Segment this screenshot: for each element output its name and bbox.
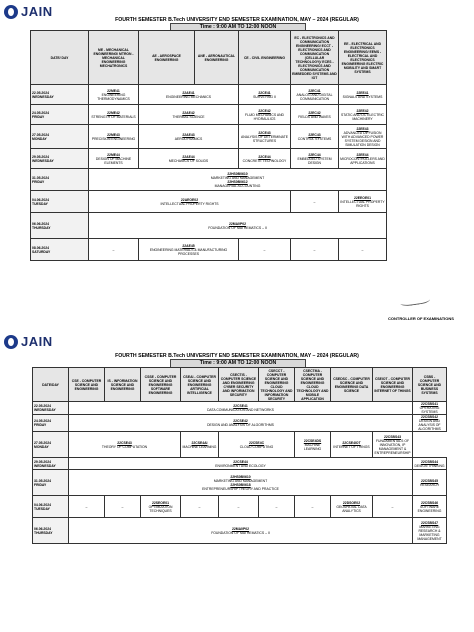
exam-date: 06.06.2024 <box>34 526 51 531</box>
subject-name: AERODYNAMICS <box>174 136 203 141</box>
table-row <box>33 518 447 544</box>
subject-code: 22EE43 <box>356 126 369 131</box>
exam-date: 06.06.2024 <box>32 221 49 226</box>
column-header: CSEIOT - COMPUTER SCIENCE AND ENGINEERING INTERNET OF THINGS <box>373 368 413 402</box>
table-row <box>31 191 387 213</box>
subject-cell: – <box>105 496 141 518</box>
subject-code: 22CSE4AI <box>191 440 208 445</box>
exam-date: 31.05.2024 <box>34 478 51 483</box>
table-row <box>33 496 447 518</box>
subject-cell <box>139 125 239 149</box>
subject-code: 22MA0P02 <box>229 221 246 226</box>
exam-date: 04.06.2024 <box>32 197 49 202</box>
subject-code: 22HS0B0612 <box>227 179 248 184</box>
subject-code: 22CE43 <box>258 130 271 135</box>
table-row <box>31 85 387 105</box>
subject-name: GEOSPATIAL DATA ANALYTICS <box>336 504 367 513</box>
subject-name: ENTREPRENEURSHIP THEORY AND PRACTICE <box>202 486 279 491</box>
subject-code: 22EEOE01 <box>354 195 371 200</box>
subject-name: ANALOG AND DIGITAL COMMUNICATION <box>296 92 333 101</box>
column-header: AE - AEROSPACE ENGINEERING <box>139 31 195 85</box>
controller-signature: CONTROLLER OF EXAMINATIONS <box>388 316 454 321</box>
column-header: CE - CIVIL ENGINEERING <box>239 31 291 85</box>
table-row <box>33 432 447 458</box>
subject-cell <box>373 432 413 458</box>
date-cell <box>31 169 89 191</box>
subject-name: MACHINE LEARNING <box>303 442 322 451</box>
subject-cell <box>339 191 387 213</box>
subject-code: 22SEOE01 <box>152 500 169 505</box>
exam-day: WEDNESDAY <box>32 94 54 99</box>
subject-name: RESEARCH <box>420 482 439 487</box>
subject-cell: – <box>295 496 331 518</box>
subject-name: MARKETING RESEARCH & MARKETING MANAGEMENT <box>417 524 442 541</box>
exam-day: THURSDAY <box>32 225 51 230</box>
subject-name: CLOUD COMPUTING <box>239 444 274 449</box>
table-row <box>31 239 387 261</box>
timetable-table-2 <box>32 367 447 544</box>
subject-name: MARKETING AND MANAGEMENT <box>213 478 268 483</box>
subject-name: SURVEYING II <box>253 94 276 99</box>
subject-name: DATA COMMUNICATION AND NETWORKS <box>207 408 274 412</box>
date-cell <box>33 470 69 496</box>
column-header: CSE - COMPUTER SCIENCE AND ENGINEERING <box>69 368 105 402</box>
subject-cell <box>413 496 447 518</box>
subject-code: 22EE41 <box>356 90 369 95</box>
subject-code: 22ME41 <box>107 88 120 93</box>
subject-code: 22DSOE02 <box>342 500 361 505</box>
table-row <box>31 213 387 239</box>
jain-logo-icon <box>4 335 18 349</box>
subject-code: 22CSE4IOT <box>342 440 361 445</box>
subject-name: MARKETING AND MANAGEMENT <box>210 175 265 180</box>
table-row <box>33 415 447 432</box>
subject-code: 22CSE41 <box>233 404 248 408</box>
subject-name: ENGINEERING MATERIALS & MANUFACTURING PROCESSES <box>149 247 228 256</box>
date-cell <box>33 415 69 432</box>
subject-cell <box>413 458 447 470</box>
subject-cell <box>139 85 239 105</box>
subject-code: 22CSBS45 <box>421 478 438 483</box>
subject-code: 22HS0B0610 <box>227 171 248 176</box>
subject-cell <box>239 125 291 149</box>
subject-cell <box>89 85 139 105</box>
subject-code: 22EE44 <box>356 152 369 157</box>
subject-name: MACHINE LEARNING <box>182 444 217 449</box>
date-cell <box>31 213 89 239</box>
date-cell <box>31 85 89 105</box>
subject-code: 22ME43 <box>107 132 120 137</box>
table-row <box>33 458 447 470</box>
exam-time: Time : 9:00 AM TO 12:00 NOON <box>170 359 306 368</box>
exam-day: FRIDAY <box>32 114 45 119</box>
date-cell <box>31 239 89 261</box>
exam-date: 29.05.2024 <box>32 154 49 159</box>
subject-name: THERMAL SCIENCE <box>172 114 205 119</box>
subject-cell <box>89 191 291 213</box>
subject-cell <box>139 239 239 261</box>
subject-name: FOUNDATION OF MATHEMATICS – II <box>208 225 267 230</box>
subject-code: 22ME44 <box>107 152 120 157</box>
column-header: CSSE - COMPUTER SCIENCE AND ENGINEERING SOFTWARE ENGINEERING <box>141 368 181 402</box>
subject-cell <box>295 432 331 458</box>
exam-date: 04.06.2024 <box>34 502 51 507</box>
jain-logo <box>4 334 53 349</box>
exam-date: 24.05.2024 <box>32 110 49 115</box>
subject-code: 22HS0B0618 <box>230 482 251 487</box>
column-header: CSBS - COMPUTER SCIENCE AND BUSINESS SYSTEMS <box>413 368 447 402</box>
subject-cell <box>331 432 373 458</box>
date-cell <box>31 105 89 125</box>
column-header: CSECTIS - COMPUTER SCIENCE AND ENGINEERING CYBER SECURITY AND INFORMATION SECURITY <box>219 368 259 402</box>
subject-name: FUNDAMENTALS OF INNOVATION, IP MANAGEMENT & ENTREPRENEURSHIP <box>374 438 411 455</box>
exam-day: WEDNESDAY <box>34 463 56 468</box>
date-cell <box>33 518 69 544</box>
exam-date: 31.05.2024 <box>32 175 49 180</box>
subject-name: MANAGERIAL ACCOUNTING <box>214 183 261 188</box>
subject-code: 22AE43 <box>182 132 195 137</box>
subject-cell <box>139 149 239 169</box>
subject-cell <box>413 470 447 496</box>
subject-cell <box>291 149 339 169</box>
table-row <box>31 125 387 149</box>
subject-code: 22CSBS46 <box>421 500 438 505</box>
subject-name: INTELLECTUAL PROPERTY RIGHTS <box>340 199 385 208</box>
subject-cell <box>239 105 291 125</box>
subject-code: 22CSE4DS <box>303 438 322 443</box>
subject-cell <box>69 415 413 432</box>
subject-name: PRECISION ENGINEERING <box>91 136 136 141</box>
subject-cell: – <box>89 239 139 261</box>
subject-cell <box>339 149 387 169</box>
subject-code: 22AE44 <box>182 154 195 159</box>
table-row <box>31 169 387 191</box>
subject-code: 22CSBS41 <box>421 402 438 406</box>
subject-cell <box>339 105 387 125</box>
subject-name: FLUID MECHANICS AND HYDRAULICS <box>245 112 284 121</box>
subject-cell <box>291 105 339 125</box>
subject-code: 22CSE44 <box>233 459 248 464</box>
subject-code: 22CSBS44 <box>421 459 438 464</box>
subject-code: 22AE42 <box>182 110 195 115</box>
date-cell <box>33 402 69 415</box>
subject-name: ENGINEERING THERMODYNAMICS <box>97 92 130 101</box>
subject-cell <box>69 402 413 415</box>
column-header: DATE/ DAY <box>31 31 89 85</box>
subject-code: 22CSE4C <box>248 440 265 445</box>
subject-code: 22MA0P02 <box>232 526 249 531</box>
subject-cell <box>89 149 139 169</box>
date-cell <box>31 191 89 213</box>
subject-cell: – <box>373 496 413 518</box>
subject-code: 22EC43 <box>308 132 321 137</box>
subject-name: MICROCONTROLLERS AND APPLICATIONS <box>340 156 385 165</box>
subject-code: 22AEOE02 <box>180 197 199 202</box>
exam-day: FRIDAY <box>34 423 47 427</box>
subject-cell <box>239 85 291 105</box>
subject-cell <box>339 125 387 149</box>
subject-cell <box>181 432 219 458</box>
subject-name: SIGNALS AND SYSTEMS <box>342 94 383 99</box>
subject-code: 22CSBS43 <box>384 434 401 439</box>
subject-cell <box>89 213 387 239</box>
exam-day: WEDNESDAY <box>34 408 56 412</box>
subject-cell <box>239 149 291 169</box>
subject-code: 22CSBS47 <box>421 520 438 525</box>
subject-code: 22EE42 <box>356 108 369 113</box>
subject-code: 22EC44 <box>308 152 321 157</box>
exam-date: 22.05.2024 <box>32 90 49 95</box>
subject-code: 22ME42 <box>107 110 120 115</box>
exam-day: FRIDAY <box>34 482 47 487</box>
subject-name: CONCRETE TECHNOLOGY <box>242 158 287 163</box>
subject-name: OPTIMIZATION TECHNIQUES <box>148 504 173 513</box>
date-cell <box>33 496 69 518</box>
subject-name: MECHANICS OF SOLIDS <box>168 158 209 163</box>
subject-code: 22HS0B0610 <box>230 474 251 479</box>
table-row <box>31 105 387 125</box>
subject-name: ADVANCED DIFFUSION WITH ADVANCED POWER SYSTEM DESIGN AND SIMULATION DESIGN <box>341 130 384 147</box>
subject-cell: – <box>181 496 219 518</box>
exam-date: 22.05.2024 <box>34 404 51 408</box>
subject-cell <box>89 125 139 149</box>
subject-cell <box>339 85 387 105</box>
subject-code: 22AE41 <box>182 90 195 95</box>
subject-cell: – <box>239 239 291 261</box>
table-row <box>31 149 387 169</box>
subject-name: STRENGTH OF MATERIALS <box>91 114 136 119</box>
column-header: ME - MECHANICAL ENGINEERING/ MTRON - MECHANICAL ENGINEERING MECHATRONICS <box>89 31 139 85</box>
column-header: IS - INFORMATION SCIENCE AND ENGINEERING <box>105 368 141 402</box>
subject-code: 22EC41 <box>308 88 321 93</box>
subject-name: INTELLECTUAL PROPERTY RIGHTS <box>160 201 219 206</box>
date-cell <box>31 149 89 169</box>
exam-date: 08.06.2024 <box>32 245 49 250</box>
subject-name: EMBEDDED SYSTEM DESIGN <box>297 156 332 165</box>
subject-cell: – <box>259 496 295 518</box>
subject-cell <box>69 518 413 544</box>
subject-code: 22CSE43 <box>117 440 132 445</box>
subject-code: 22EC42 <box>308 110 321 115</box>
subject-name: STATIC AND DC ELECTRIC MACHINERY <box>340 112 384 121</box>
date-cell <box>33 458 69 470</box>
logo-text: JAIN <box>21 4 53 19</box>
subject-cell <box>291 125 339 149</box>
date-cell <box>33 432 69 458</box>
date-cell <box>31 125 89 149</box>
subject-cell <box>291 85 339 105</box>
column-header: CSEDSC - COMPUTER SCIENCE AND ENGINEERING DATA SCIENCE <box>331 368 373 402</box>
exam-day: WEDNESDAY <box>32 158 54 163</box>
subject-name: DESIGN THINKING <box>414 463 445 468</box>
column-header: DATE/DAY <box>33 368 69 402</box>
subject-cell <box>413 402 447 415</box>
column-header: CSECCT - COMPUTER SCIENCE AND ENGINEERING CLOUD TECHNOLOGY AND INFORMATION SECURITY <box>260 368 293 401</box>
subject-name: ANALYSIS OF DETERMINATE STRUCTURES <box>241 134 288 143</box>
signature-mark <box>400 294 431 307</box>
exam-day: THURSDAY <box>34 530 53 535</box>
exam-day: TUESDAY <box>34 506 50 511</box>
subject-cell <box>141 496 181 518</box>
exam-time: Time : 9:00 AM TO 12:00 NOON <box>170 23 306 32</box>
column-header: EE - ELECTRICAL AND ELECTRONICS ENGINEERING/ EEMS - ELECTRICAL AND ELECTRONICS ENGINEERING ELECTRIC MOBILITY AND SMART SYSTEMS <box>339 31 387 85</box>
subject-name: DESIGN AND ANALYSIS OF ALGORITHMS <box>418 419 441 431</box>
subject-cell: – <box>219 496 259 518</box>
exam-title: FOURTH SEMESTER B.Tech UNIVERSITY END SEMESTER EXAMINATION, MAY – 2024 (REGULAR) <box>115 17 359 23</box>
exam-day: MONDAY <box>32 136 47 141</box>
table-row <box>33 402 447 415</box>
exam-date: 24.05.2024 <box>34 419 51 423</box>
logo-text: JAIN <box>21 334 53 349</box>
subject-code: 22CE42 <box>258 108 271 113</box>
subject-code: 22CE41 <box>258 90 271 95</box>
table-row <box>33 470 447 496</box>
timetable-page-2 <box>0 332 474 632</box>
exam-date: 27.05.2024 <box>34 440 51 445</box>
subject-name: ENGINEERING MECHANICS <box>165 94 212 99</box>
subject-name: ENVIRONMENT AND ECOLOGY <box>215 463 266 468</box>
exam-title: FOURTH SEMESTER B.Tech UNIVERSITY END SEMESTER EXAMINATION, MAY – 2024 (REGULAR) <box>115 353 359 359</box>
subject-cell <box>331 496 373 518</box>
exam-day: FRIDAY <box>32 179 45 184</box>
subject-cell <box>219 432 295 458</box>
exam-date: 29.05.2024 <box>34 459 51 464</box>
subject-cell: – <box>291 191 339 213</box>
exam-date: 27.05.2024 <box>32 132 49 137</box>
subject-name: FIELDS AND WAVES <box>298 114 331 119</box>
exam-day: TUESDAY <box>32 201 48 206</box>
subject-cell <box>413 415 447 432</box>
exam-day: MONDAY <box>34 444 49 449</box>
timetable-table-1 <box>30 30 387 261</box>
subject-code: 22CSE42 <box>233 419 248 423</box>
subject-name: THEORY OF COMPUTATION <box>101 444 148 449</box>
subject-cell <box>413 518 447 544</box>
column-header: CSEAI - COMPUTER SCIENCE AND ENGINEERING ARTIFICIAL INTELLIGENCE <box>181 368 219 402</box>
column-header: EC - ELECTRONICS AND COMMUNICATION ENGINEERING/ ECCT - ELECTRONICS AND COMMUNICATION (CELLULAR TECHNOLOGY)/ ECES - ELECTRONICS AND COMMUNICATION EMBEDDED SYSTEMS AND IOT <box>291 31 339 85</box>
subject-cell: – <box>69 496 105 518</box>
subject-cell <box>89 105 139 125</box>
subject-name: DESIGN OF MACHINE ELEMENTS <box>95 156 132 165</box>
subject-code: 22CSBS42 <box>421 415 438 419</box>
subject-name: DESIGN AND ANALYSIS OF ALGORITHMS <box>207 423 274 427</box>
exam-day: SATURDAY <box>32 249 51 254</box>
subject-name: CONTROL SYSTEMS <box>297 136 332 141</box>
subject-cell <box>89 169 387 191</box>
subject-cell <box>139 105 239 125</box>
subject-cell: – <box>291 239 339 261</box>
column-header: CSECTMA - COMPUTER SCIENCE AND ENGINEERING CLOUD TECHNOLOGY AND MOBILE APPLICATION <box>296 368 329 401</box>
subject-name: SOFTWARE ENGINEERING <box>417 504 442 513</box>
subject-cell <box>69 470 413 496</box>
column-header: ANE - AERONAUTICAL ENGINEERING <box>195 31 239 85</box>
subject-cell <box>69 458 413 470</box>
subject-code: 22AE45 <box>182 243 195 248</box>
subject-cell: – <box>339 239 387 261</box>
subject-code: 22CE44 <box>258 154 271 159</box>
subject-name: INTERNET OF THINGS <box>333 444 370 449</box>
subject-cell <box>69 432 181 458</box>
subject-name: FOUNDATION OF MATHEMATICS – II <box>211 530 270 535</box>
subject-name: OPERATING SYSTEMS <box>419 406 440 414</box>
